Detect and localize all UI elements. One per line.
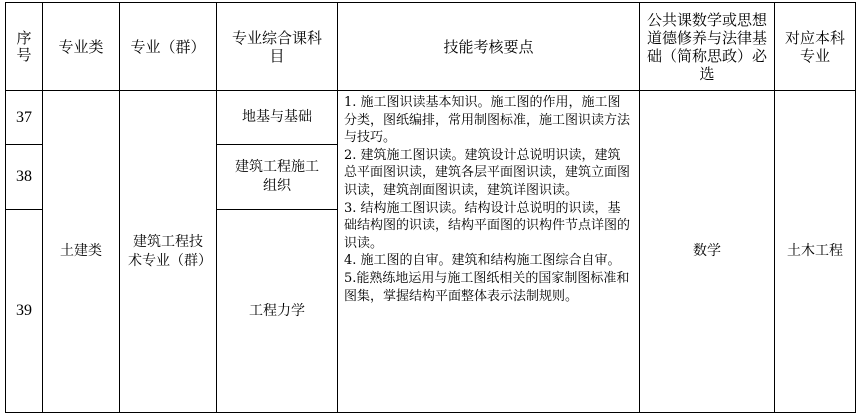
course-cell: [217, 145, 338, 210]
curriculum-table: [5, 2, 856, 413]
skills-cell: [338, 91, 640, 413]
row-seq: 39: [6, 210, 43, 413]
public-subject-cell: 数学: [640, 91, 775, 413]
course-cell: [217, 210, 338, 413]
course-cell: [217, 91, 338, 145]
course-label: 建筑工程施工组织: [235, 159, 319, 194]
course-label: 工程力学: [249, 302, 305, 319]
header-bachelor: 对应本科专业: [775, 3, 856, 91]
skill-point: 5.能熟练地运用与施工图纸相关的国家制图标准和图集，掌握结构平面整体表示法制规则。: [344, 270, 630, 304]
row-seq: 38: [6, 145, 43, 210]
header-major: 专业（群）: [120, 3, 217, 91]
course-label: 地基与基础: [242, 109, 312, 125]
row-seq: 37: [6, 91, 43, 145]
header-course: 专业综合课科目: [217, 3, 338, 91]
header-row: [6, 3, 856, 91]
skill-point: 1. 施工图识读基本知识。施工图的作用，施工图分类，图纸编排，常用制图标准，施工图识读方法与技巧。: [344, 95, 631, 146]
skill-point: 2. 建筑施工图识读。建筑设计总说明识读，建筑总平面图识读，建筑各层平面图识读，建筑立面图识读，建筑剖面图识读，建筑详图识读。: [344, 147, 631, 198]
header-public-basics: 公共课数学或思想道德修养与法律基础（简称思政）必选: [640, 3, 775, 91]
skill-point: 4. 施工图的自审。建筑和结构施工图综合自审。: [344, 253, 621, 269]
major-cell: 建筑工程技术专业（群）: [120, 91, 217, 413]
table-row-37: [6, 91, 856, 145]
header-seq: 序号: [6, 3, 43, 91]
bachelor-major-cell: 土木工程: [775, 91, 856, 413]
skill-point: 3. 结构施工图识读。结构设计总说明的识读，基础结构图的识读，结构平面图的识构件节点详图的识读。: [344, 200, 631, 251]
category-cell: 土建类: [43, 91, 120, 413]
header-category: 专业类: [43, 3, 120, 91]
header-skills: 技能考核要点: [338, 3, 640, 91]
